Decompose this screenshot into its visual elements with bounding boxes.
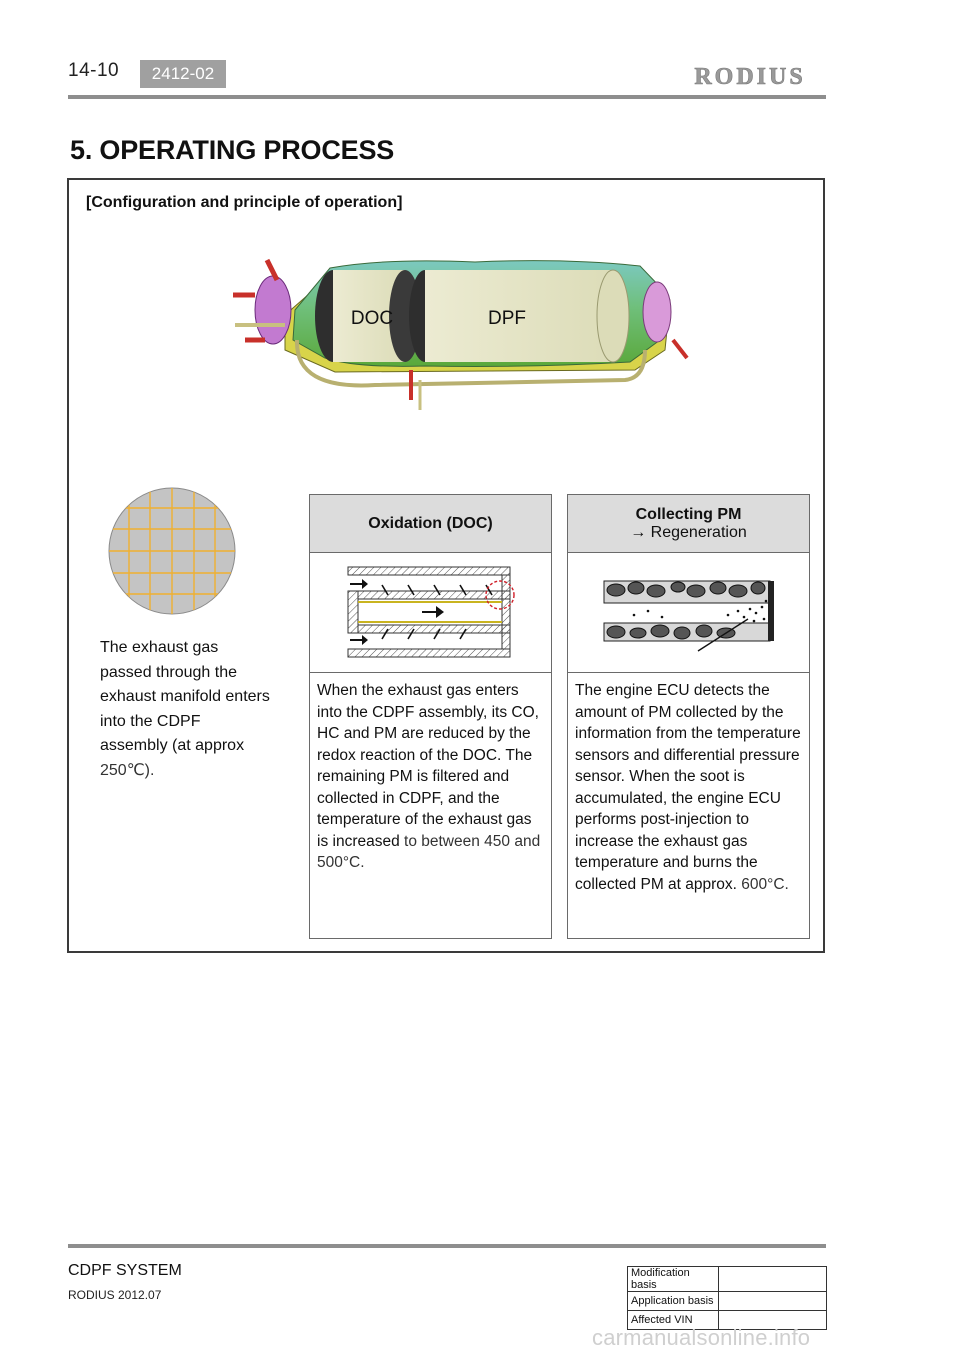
doc-label: DOC <box>350 308 394 329</box>
top-divider <box>68 95 826 99</box>
table-row <box>628 1267 827 1292</box>
inlet-temperature: 250℃). <box>100 761 155 779</box>
doc-channel-diagram <box>310 553 551 672</box>
collecting-figure <box>568 553 809 673</box>
application-basis-value <box>719 1292 827 1311</box>
collecting-heading: Collecting PM → Regeneration <box>568 495 809 553</box>
cdpf-assembly-illustration <box>225 240 695 415</box>
brand-logo <box>672 58 828 92</box>
table-row <box>628 1292 827 1311</box>
section-title: 5. OPERATING PROCESS <box>70 135 395 165</box>
dpf-label: DPF <box>488 308 526 329</box>
modification-basis-label: Modification basis <box>628 1267 719 1292</box>
oxidation-heading: Oxidation (DOC) <box>310 495 551 553</box>
footer-subtitle: RODIUS 2012.07 <box>68 1288 162 1302</box>
oxidation-temperature: to between 450 and 500°C. <box>317 832 541 871</box>
collecting-description: The engine ECU detects the amount of PM collected by the information from the temperature sensors and differential pressure sensor. When the soot is accumulated, the engine ECU performs post-injection to increase the exhaust gas temperature and burns the collected PM at approx. 600°C. <box>575 682 801 893</box>
application-basis-label: Application basis <box>628 1292 719 1311</box>
modification-table <box>627 1266 827 1330</box>
revision-code-badge: 2412-02 <box>140 60 226 88</box>
oxidation-figure <box>310 553 551 673</box>
config-label: [Configuration and principle of operation] <box>86 194 403 211</box>
honeycomb-cross-section <box>108 487 236 615</box>
oxidation-description: When the exhaust gas enters into the CDPF assembly, its CO, HC and PM are reduced by the redox reaction of the DOC. The remaining PM is filtered and collected in CDPF, and the temperature of the exhaust gas is increased to between 450 and 500°C. <box>317 682 541 871</box>
svg-text:RODIUS: RODIUS <box>694 64 806 90</box>
page-number: 14-10 <box>68 60 120 81</box>
affected-vin-label: Affected VIN <box>628 1311 719 1330</box>
inlet-description: The exhaust gas passed through the exhaust manifold enters into the CDPF assembly (at approx 250℃). <box>100 639 270 779</box>
soot-filter-diagram <box>568 553 809 672</box>
footer-title: CDPF SYSTEM <box>68 1262 182 1279</box>
modification-basis-value <box>719 1267 827 1292</box>
oxidation-panel <box>309 494 552 939</box>
watermark: carmanualsonline.info <box>592 1325 811 1350</box>
collecting-panel <box>567 494 810 939</box>
collecting-temperature: 600°C. <box>741 875 789 893</box>
bottom-divider <box>68 1244 826 1248</box>
